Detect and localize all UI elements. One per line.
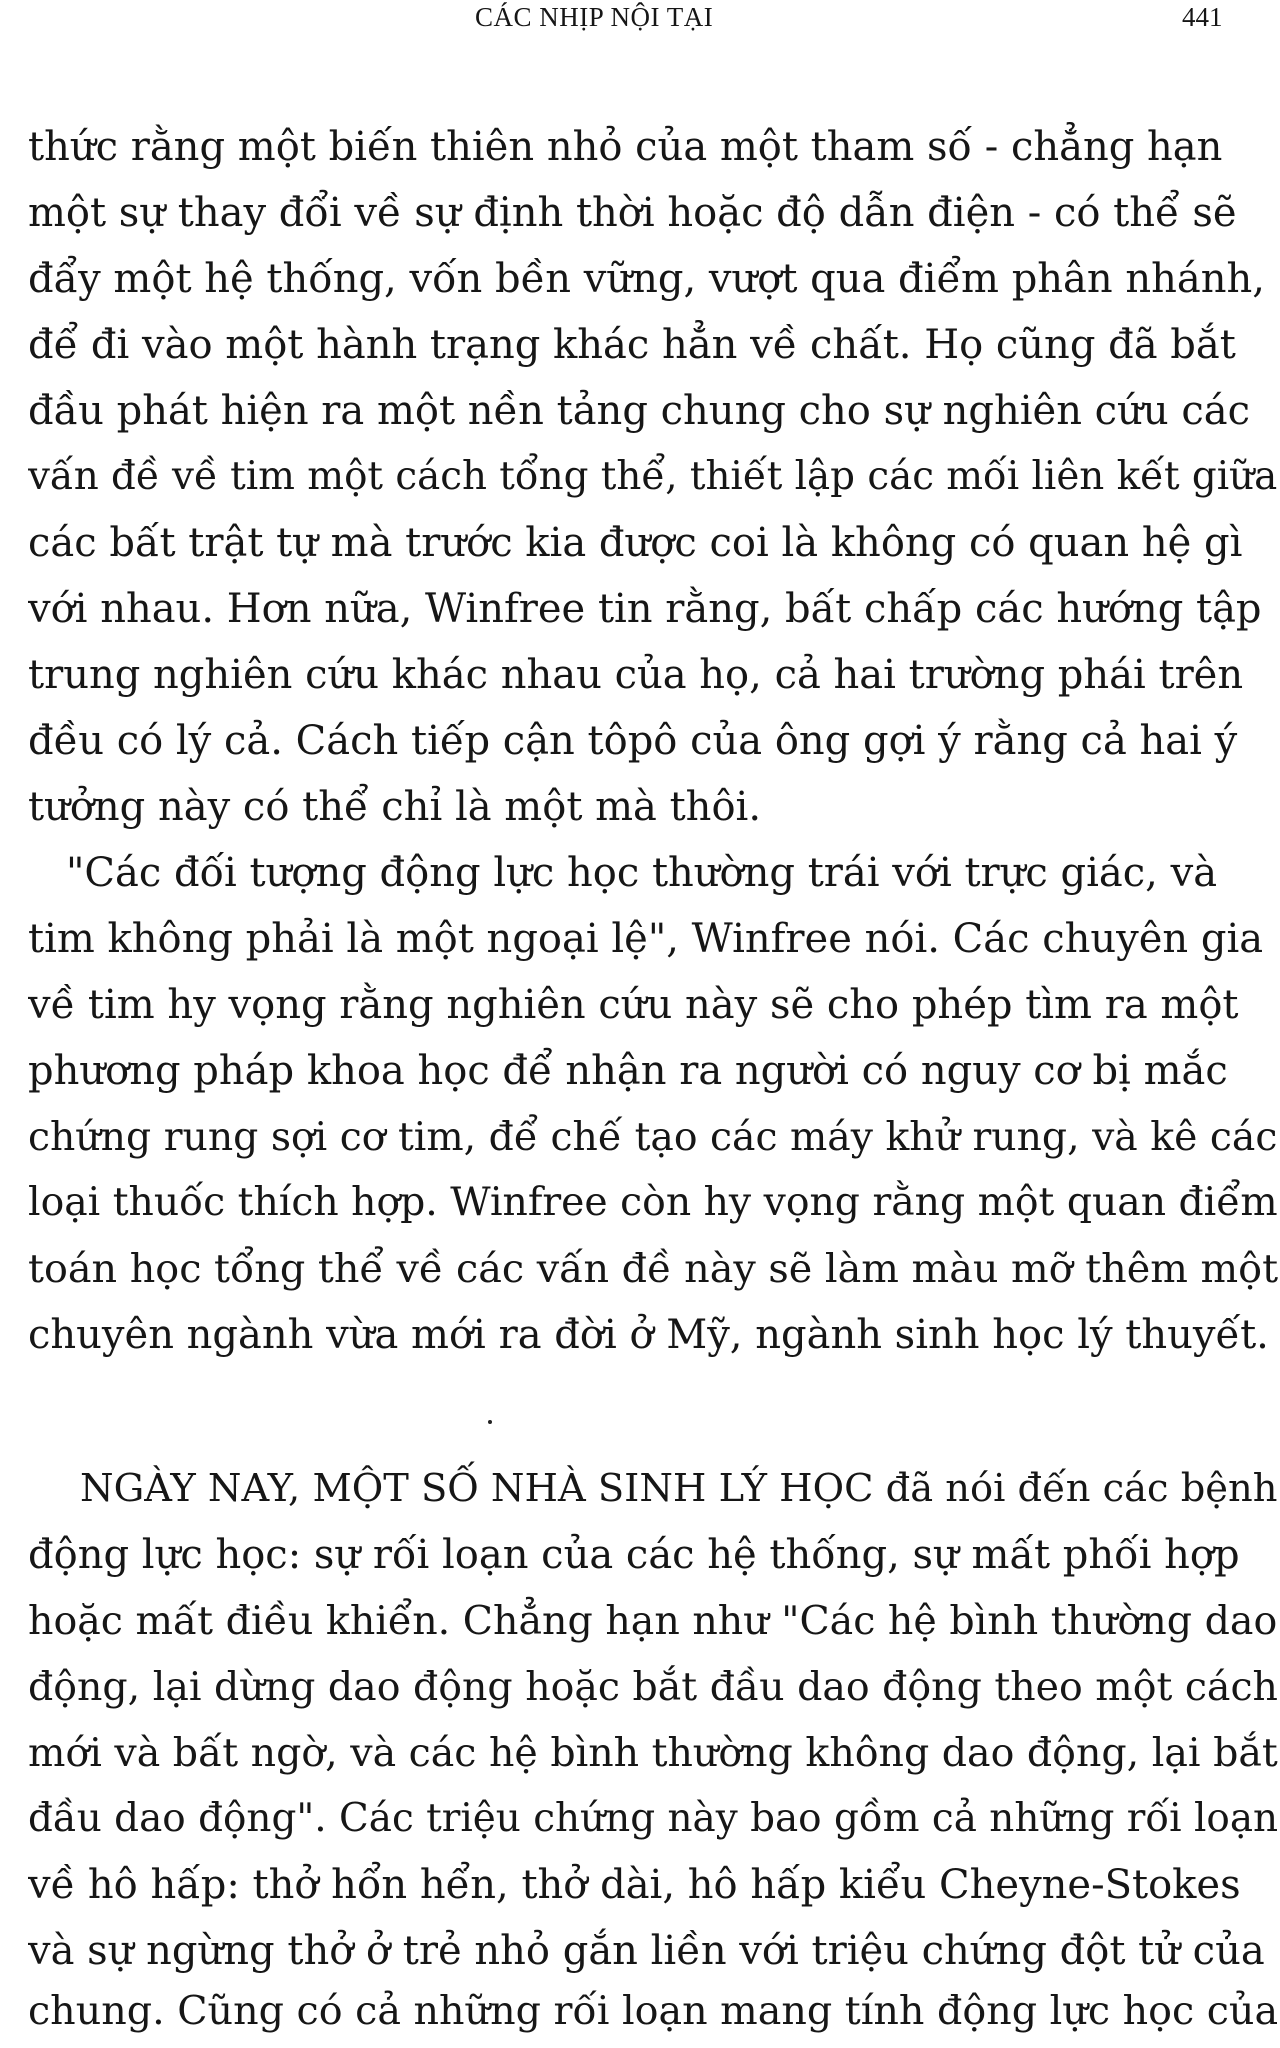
text-line: thức rằng một biến thiên nhỏ của một tham số - chẳng hạn xyxy=(28,124,1223,170)
text-line: "Các đối tượng động lực học thường trái với trực giác, và xyxy=(66,850,1218,896)
text-line: về hô hấp: thở hổn hển, thở dài, hô hấp kiểu Cheyne-Stokes xyxy=(28,1862,1241,1908)
section-break-dot xyxy=(488,1420,492,1424)
text-line: và sự ngừng thở ở trẻ nhỏ gắn liền với triệu chứng đột tử của xyxy=(28,1928,1265,1974)
running-head xyxy=(0,2,1280,42)
text-line: để đi vào một hành trạng khác hẳn về chất. Họ cũng đã bắt xyxy=(28,322,1236,368)
running-title: CÁC NHỊP NỘI TẠI xyxy=(475,2,714,32)
text-line: động lực học: sự rối loạn của các hệ thống, sự mất phối hợp xyxy=(28,1532,1240,1578)
text-line: động, lại dừng dao động hoặc bắt đầu dao động theo một cách xyxy=(28,1664,1278,1710)
text-line: đầu dao động". Các triệu chứng này bao gồm cả những rối loạn xyxy=(28,1796,1278,1841)
text-line: phương pháp khoa học để nhận ra người có nguy cơ bị mắc xyxy=(28,1048,1228,1094)
text-line: các bất trật tự mà trước kia được coi là không có quan hệ gì xyxy=(28,520,1243,566)
text-line: chứng rung sợi cơ tim, để chế tạo các máy khử rung, và kê các xyxy=(28,1114,1278,1160)
text-line: tim không phải là một ngoại lệ", Winfree nói. Các chuyên gia xyxy=(28,916,1264,962)
text-line: đầu phát hiện ra một nền tảng chung cho sự nghiên cứu các xyxy=(28,388,1250,434)
text-line: đều có lý cả. Cách tiếp cận tôpô của ông gợi ý rằng cả hai ý xyxy=(28,718,1238,764)
text-line: NGÀY NAY, MỘT SỐ NHÀ SINH LÝ HỌC đã nói đến các bệnh xyxy=(80,1466,1278,1511)
text-line: với nhau. Hơn nữa, Winfree tin rằng, bất chấp các hướng tập xyxy=(28,586,1262,632)
text-line: một sự thay đổi về sự định thời hoặc độ dẫn điện - có thể sẽ xyxy=(28,190,1237,236)
text-line: loại thuốc thích hợp. Winfree còn hy vọng rằng một quan điểm xyxy=(28,1180,1278,1225)
text-line: tưởng này có thể chỉ là một mà thôi. xyxy=(28,784,762,830)
text-line: đẩy một hệ thống, vốn bền vững, vượt qua điểm phân nhánh, xyxy=(28,256,1265,302)
text-line: toán học tổng thể về các vấn đề này sẽ làm màu mỡ thêm một xyxy=(28,1246,1278,1292)
text-line: trung nghiên cứu khác nhau của họ, cả hai trường phái trên xyxy=(28,652,1244,698)
text-line: chung. Cũng có cả những rối loạn mang tính động lực học của xyxy=(28,1988,1278,2034)
text-line: hoặc mất điều khiển. Chẳng hạn như "Các hệ bình thường dao xyxy=(28,1598,1278,1644)
text-line: vấn đề về tim một cách tổng thể, thiết lập các mối liên kết giữa xyxy=(28,454,1278,499)
page-number: 441 xyxy=(1182,2,1223,32)
text-line: chuyên ngành vừa mới ra đời ở Mỹ, ngành sinh học lý thuyết. xyxy=(28,1312,1269,1358)
text-line: về tim hy vọng rằng nghiên cứu này sẽ cho phép tìm ra một xyxy=(28,982,1239,1028)
text-line: mới và bất ngờ, và các hệ bình thường không dao động, lại bắt xyxy=(28,1730,1278,1776)
